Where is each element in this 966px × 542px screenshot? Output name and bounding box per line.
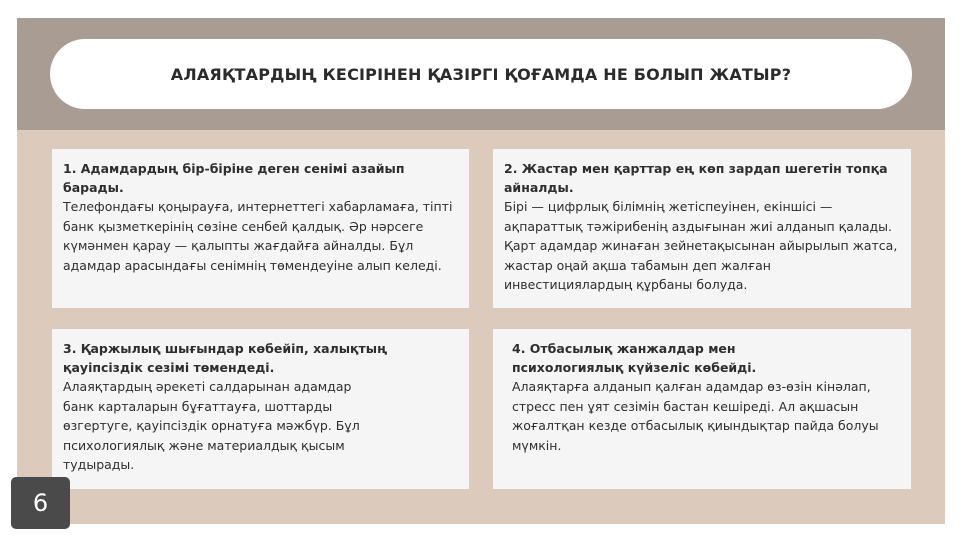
info-card-2 (493, 149, 911, 308)
info-card-1 (52, 149, 469, 308)
card-body: Бірі — цифрлық білімнің жетіспеуінен, екіншісі — ақпараттық тәжірибенің аздығынан жиі алданып қалады. Қарт адамдар жинаған зейнетақысынан айырылып жатса, жастар оңай ақша табамын деп жалған инвестициялардың құрбаны болуда. (504, 199, 898, 292)
card-heading: 4. Отбасылық жанжалдар мен психологиялық күйзеліс көбейді. (512, 341, 757, 375)
title-banner (50, 39, 912, 109)
card-heading: 3. Қаржылық шығындар көбейіп, халықтың қауіпсіздік сезімі төмендеді. (63, 341, 388, 375)
card-body: Алаяқтарға алданып қалған адамдар өз-өзін кінәлап, стресс пен ұят сезімін бастан кешіреді. Ал ақшасын жоғалтқан кезде отбасылық қиындықтар пайда болуы мүмкін. (512, 379, 879, 453)
card-body: Алаяқтардың әрекеті салдарынан адамдар банк карталарын бұғаттауға, шоттарды өзгертуге, қауіпсіздік орнатуға мәжбүр. Бұл психологиялық және материалдық қысым тудырады. (63, 379, 360, 472)
info-card-3 (52, 329, 469, 489)
header-band (17, 18, 945, 130)
card-heading: 1. Адамдардың бір-біріне деген сенімі азайып барады. (63, 161, 405, 195)
slide-title: АЛАЯҚТАРДЫҢ КЕСІРІНЕН ҚАЗІРГІ ҚОҒАМДА НЕ БОЛЫП ЖАТЫР? (170, 64, 792, 84)
card-body: Телефондағы қоңырауға, интернеттегі хабарламаға, тіпті банк қызметкерінің сөзіне сенбей қалдық. Әр нәрсеге күмәнмен қарау — қалыпты жағдайға айналды. Бұл адамдар арасындағы сенімнің төмендеуіне алып келеді. (63, 199, 453, 273)
card-heading: 2. Жастар мен қарттар ең көп зардап шегетін топқа айналды. (504, 161, 888, 195)
page-number-badge: 6 (11, 477, 70, 529)
info-card-4 (493, 329, 911, 489)
